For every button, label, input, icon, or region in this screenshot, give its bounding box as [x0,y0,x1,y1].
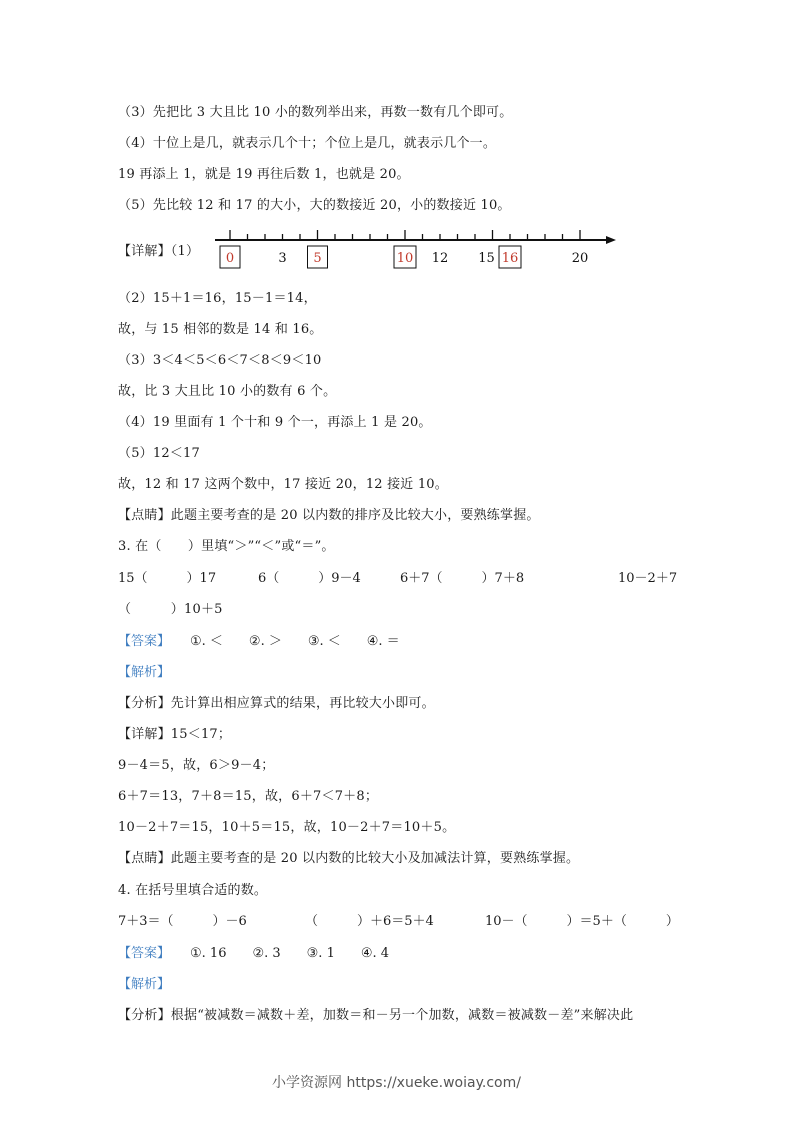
q3-analysis: 【分析】先计算出相应算式的结果，再比较大小即可。 [118,696,435,711]
svg-text:12: 12 [431,251,449,266]
svg-text:10: 10 [396,251,414,266]
number-line-figure [0,0,793,280]
analysis-label: 【解析】 [118,977,171,992]
svg-text:3: 3 [278,251,287,266]
q4-item-1: 7＋3＝（ ）－6 [118,914,247,929]
q3-item-2: 6（ ）9－4 [258,571,361,586]
detail-label: 【详解】（1） [118,244,200,259]
q3-item-1: 15（ ）17 [118,571,217,586]
text-line: （5）12＜17 [118,446,200,461]
text-line: 19 再添上 1，就是 19 再往后数 1，也就是 20。 [118,167,410,182]
q4-item-2: （ ）＋6＝5＋4 [305,914,434,929]
q3-item-4-cont: （ ）10＋5 [118,602,223,617]
text-line: 9－4＝5，故，6＞9－4； [118,758,275,773]
q4-answer: ①. 16 ②. 3 ③. 1 ④. 4 [190,946,390,961]
text-line: （3）3＜4＜5＜6＜7＜8＜9＜10 [118,353,322,368]
text-line: （3）先把比 3 大且比 10 小的数列举出来，再数一数有几个即可。 [118,105,513,120]
analysis-label: 【解析】 [118,665,171,680]
text-line: 10－2＋7＝15，10＋5＝15，故，10－2＋7＝10＋5。 [118,820,456,835]
footer-watermark: 小学资源网 https://xueke.woiay.com/ [272,1075,521,1091]
text-line: 6＋7＝13，7＋8＝15，故，6＋7＜7＋8； [118,789,379,804]
answer-label: 【答案】 [118,946,171,961]
q3-answer: ①. ＜ ②. ＞ ③. ＜ ④. ＝ [190,634,400,649]
text-line: 故，与 15 相邻的数是 14 和 16。 [118,322,323,337]
svg-text:20: 20 [571,251,589,266]
svg-text:16: 16 [501,251,519,266]
text-line: （5）先比较 12 和 17 的大小，大的数接近 20，小的数接近 10。 [118,198,511,213]
text-line: 故，比 3 大且比 10 小的数有 6 个。 [118,384,337,399]
key-point-line: 【点睛】此题主要考查的是 20 以内数的排序及比较大小，要熟练掌握。 [118,508,540,523]
q4-item-3: 10－（ ）＝5＋（ ） [485,914,679,929]
question-4-title: 4. 在括号里填合适的数。 [118,883,268,898]
key-point-line: 【点睛】此题主要考查的是 20 以内数的比较大小及加减法计算，要熟练掌握。 [118,851,580,866]
q4-analysis: 【分析】根据“被减数＝减数＋差，加数＝和－另一个加数，减数＝被减数－差”来解决此 [118,1008,634,1023]
q3-item-4: 10－2＋7 [618,571,678,586]
q3-detail: 【详解】15＜17； [118,727,232,742]
svg-text:0: 0 [225,251,235,266]
text-line: 故，12 和 17 这两个数中，17 接近 20，12 接近 10。 [118,477,448,492]
text-line: （4）19 里面有 1 个十和 9 个一，再添上 1 是 20。 [118,415,432,430]
q3-item-3: 6＋7（ ）7＋8 [400,571,525,586]
answer-label: 【答案】 [118,634,171,649]
text-line: （4）十位上是几，就表示几个十；个位上是几，就表示几个一。 [118,136,497,151]
svg-text:15: 15 [478,251,495,266]
question-3-title: 3. 在（ ）里填“＞”“＜”或“＝”。 [118,539,335,554]
svg-text:5: 5 [313,251,322,266]
text-line: （2）15＋1＝16，15－1＝14， [118,291,317,306]
